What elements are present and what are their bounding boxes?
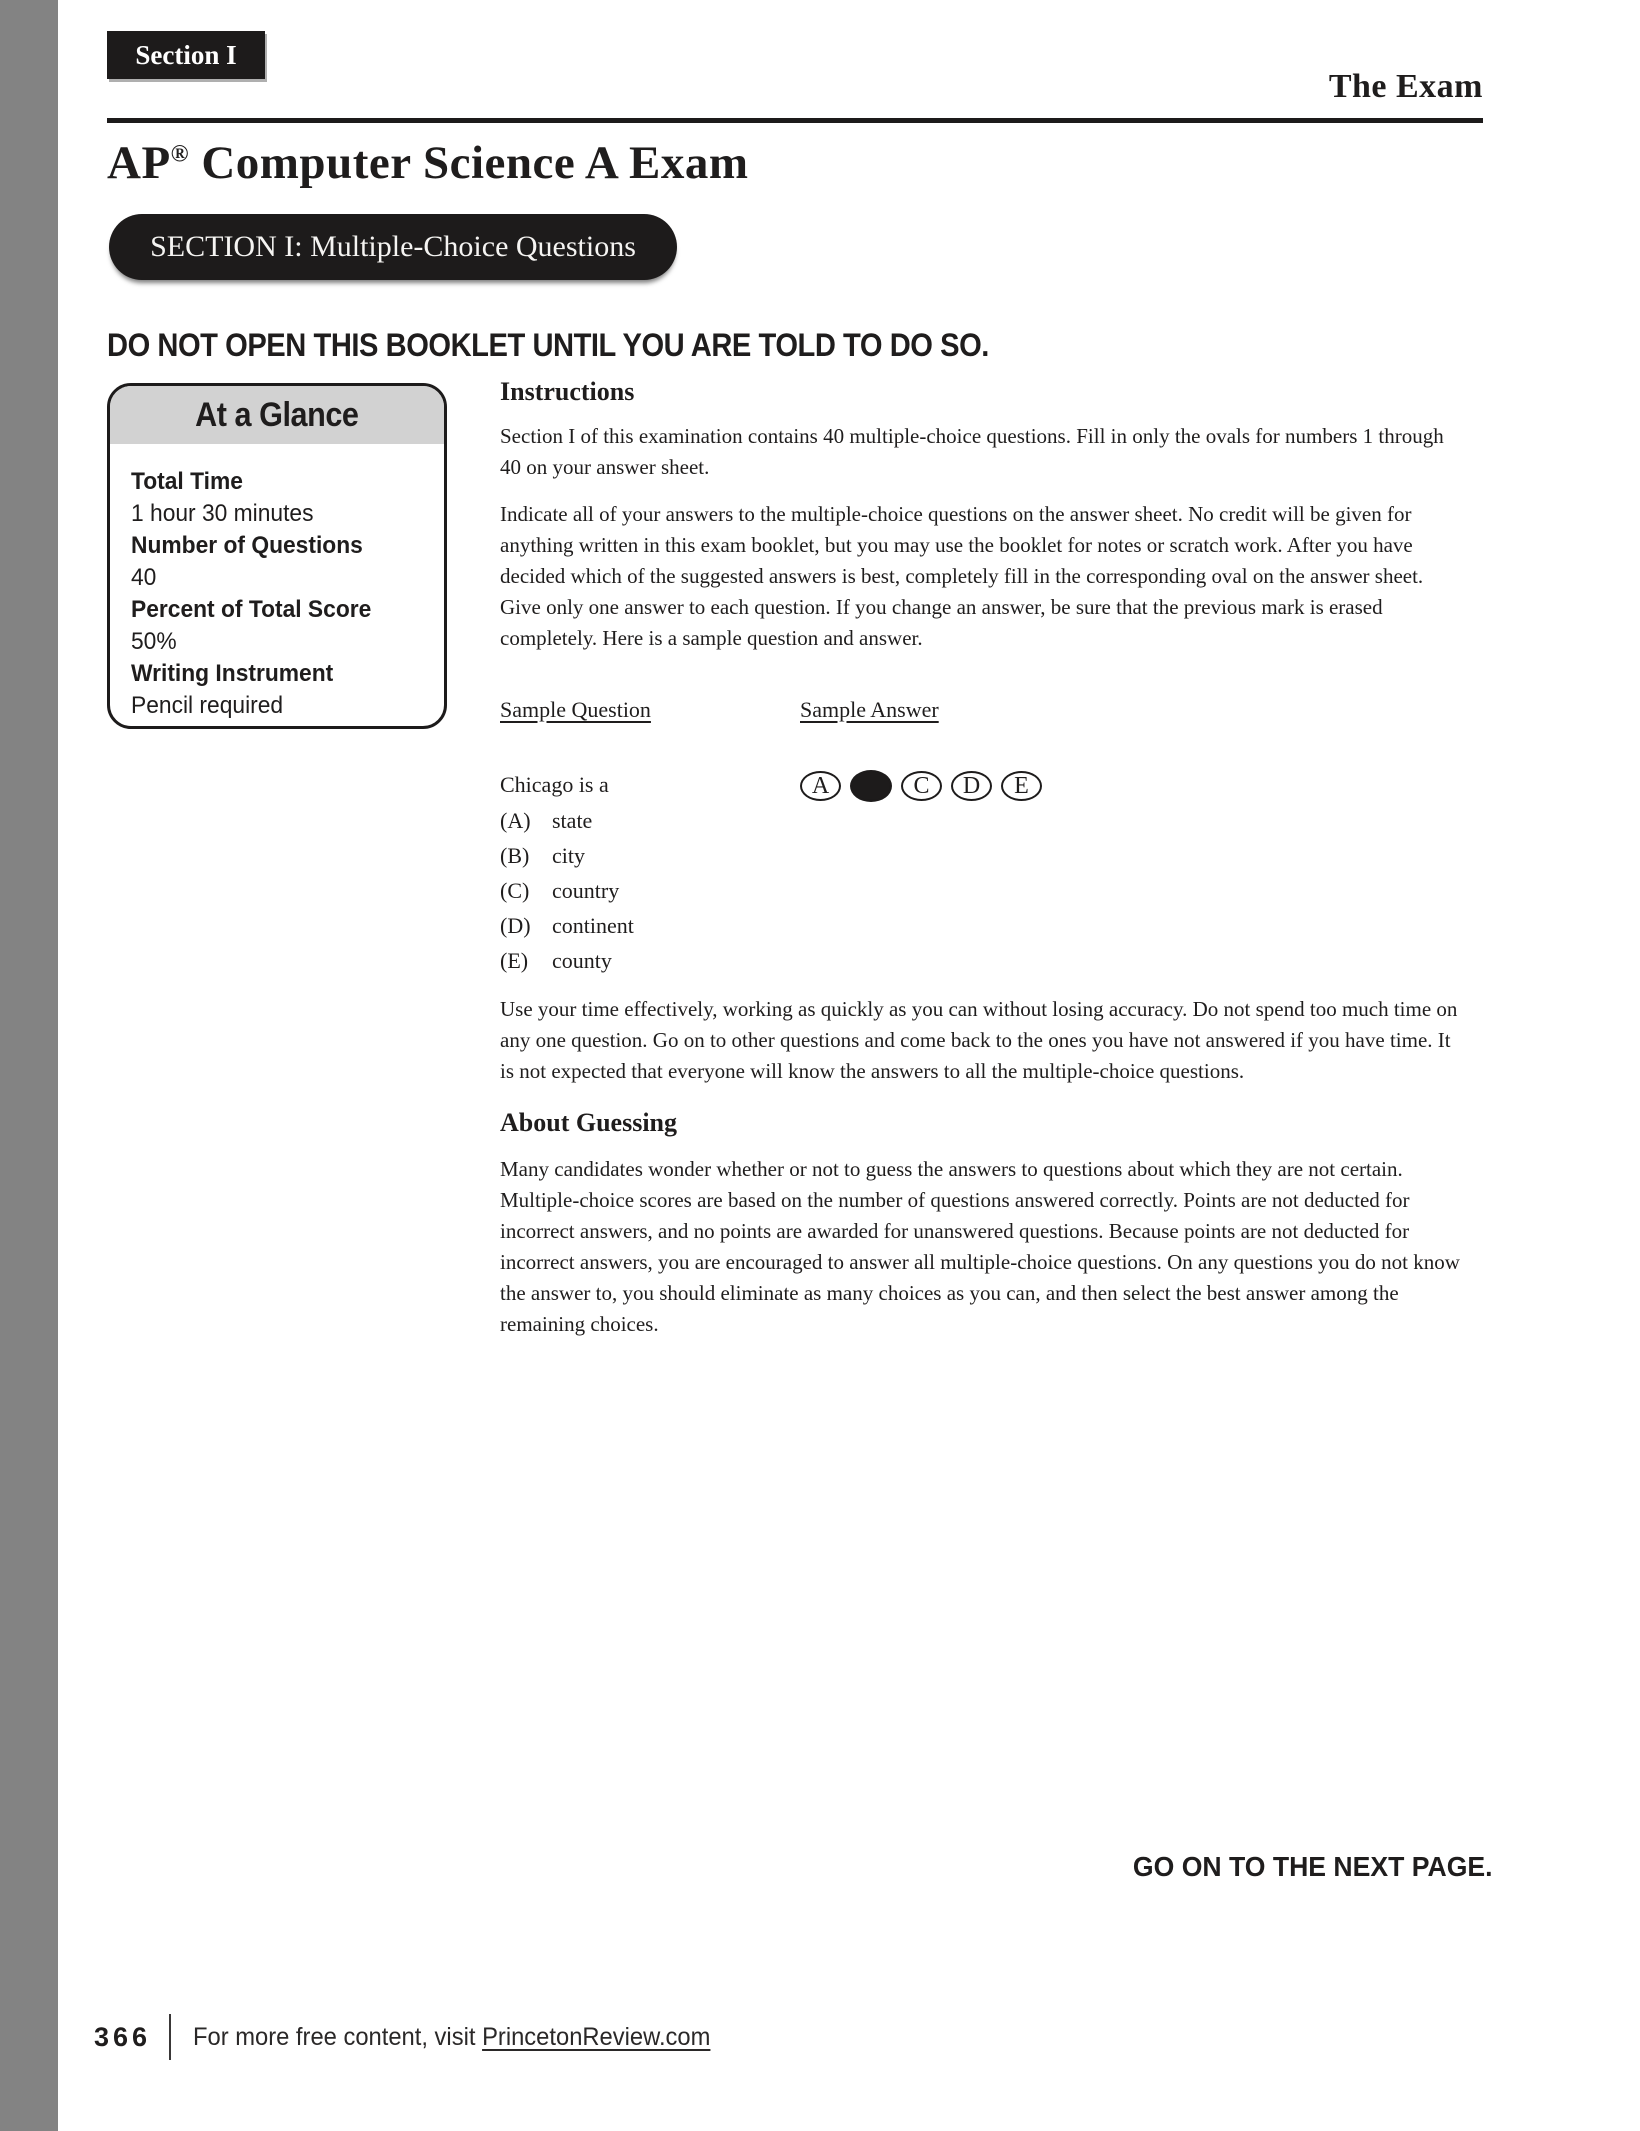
sample-answer-block: [800, 694, 1462, 978]
timing-paragraph: Use your time effectively, working as quickly as you can without losing accuracy. Do not spend too much time on any one question. Go on to other questions and come back to the ones you have not answered if you have time. It is not expected that everyone will know the answers to all the multiple-choice questions.: [500, 997, 1458, 1083]
warning-text: DO NOT OPEN THIS BOOKLET UNTIL YOU ARE TOLD TO DO SO.: [107, 327, 989, 363]
registered-mark: ®: [170, 141, 190, 168]
footer-divider: [169, 2014, 171, 2060]
choice-text: city: [552, 843, 585, 868]
sample-section: [500, 694, 1462, 978]
section-banner: [109, 214, 677, 280]
instructions-paragraph-1: Section I of this examination contains 40 multiple-choice questions. Fill in only the ovals for numbers 1 through 40 on your answer sheet.: [500, 424, 1444, 479]
at-a-glance-header: [110, 386, 444, 444]
glance-label-total-time: Total Time: [131, 468, 243, 495]
footer-text: For more free content, visit PrincetonReview.com: [193, 2022, 711, 2051]
choice-text: state: [552, 808, 593, 833]
glance-label-writing-instrument: Writing Instrument: [131, 660, 334, 687]
choice-text: continent: [552, 913, 634, 938]
page-title-ap: AP: [107, 137, 171, 189]
at-a-glance-body: [110, 444, 444, 722]
go-on-text: GO ON TO THE NEXT PAGE.: [1133, 1851, 1493, 1882]
about-guessing-heading: About Guessing: [500, 1108, 677, 1137]
sample-answer-label: Sample Answer: [800, 697, 939, 722]
section-tab-label: Section I: [135, 39, 237, 70]
choice-letter: (A): [500, 808, 531, 833]
answer-bubble-b-filled: [850, 770, 892, 802]
page-number: 366: [94, 2021, 152, 2052]
page-spine-bar: [0, 0, 58, 2131]
answer-bubble-a: A: [800, 771, 841, 801]
header-rule: [107, 118, 1483, 123]
at-a-glance-box: [107, 383, 447, 729]
page-footer: [94, 2014, 738, 2060]
choice-letter: (B): [500, 843, 530, 868]
choice-text: country: [552, 878, 620, 903]
choice-row: [500, 873, 800, 908]
glance-value-num-questions: 40: [131, 564, 157, 591]
sample-question-block: [500, 694, 800, 978]
choice-row: [500, 908, 800, 943]
choice-row: [500, 803, 800, 838]
instructions-heading: Instructions: [500, 377, 635, 406]
answer-bubble-c: C: [901, 771, 942, 801]
choice-letter: (E): [500, 948, 529, 973]
choice-row: [500, 838, 800, 873]
footer-link[interactable]: PrincetonReview.com: [482, 2022, 711, 2051]
chapter-title: The Exam: [1328, 68, 1483, 105]
sample-question-stem: Chicago is a: [500, 772, 609, 797]
answer-bubble-e: E: [1001, 771, 1042, 801]
answer-bubble-d: D: [951, 771, 992, 801]
page-title-rest: Computer Science A Exam: [189, 137, 749, 189]
at-a-glance-title: At a Glance: [195, 395, 359, 434]
sample-question-label: Sample Question: [500, 697, 651, 722]
about-guessing-paragraph: Many candidates wonder whether or not to guess the answers to questions about which they are not certain. Multiple-choice scores are based on the number of questions answered correctly. Points are not deducted for incorrect answers, and no points are awarded for unanswered questions. Because points are not deducted for incorrect answers, you are encouraged to answer all multiple-choice questions. On any questions you do not know the answer to, you should eliminate as many choices as you can, and then select the best answer among the remaining choices.: [500, 1157, 1460, 1336]
glance-label-percent-score: Percent of Total Score: [131, 596, 372, 623]
section-banner-label: SECTION I: Multiple-Choice Questions: [150, 230, 636, 263]
page-title: [107, 136, 749, 190]
choice-letter: (D): [500, 913, 531, 938]
instructions-paragraph-2: Indicate all of your answers to the multiple-choice questions on the answer sheet. No credit will be given for anything written in this exam booklet, but you may use the booklet for notes or scratch work. After you have decided which of the suggested answers is best, completely fill in the corresponding oval on the answer sheet. Give only one answer to each question. If you change an answer, be sure that the previous mark is erased completely. Here is a sample question and answer.: [500, 502, 1424, 650]
section-tab: [107, 31, 265, 79]
choice-text: county: [552, 948, 612, 973]
sample-choices: [500, 803, 800, 978]
glance-value-percent-score: 50%: [131, 628, 177, 655]
glance-label-num-questions: Number of Questions: [131, 532, 363, 559]
glance-value-writing-instrument: Pencil required: [131, 692, 284, 719]
choice-row: [500, 943, 800, 978]
answer-bubble-row: [800, 770, 1462, 802]
glance-value-total-time: 1 hour 30 minutes: [131, 500, 314, 527]
instructions-column: [500, 376, 1462, 1340]
choice-letter: (C): [500, 878, 530, 903]
